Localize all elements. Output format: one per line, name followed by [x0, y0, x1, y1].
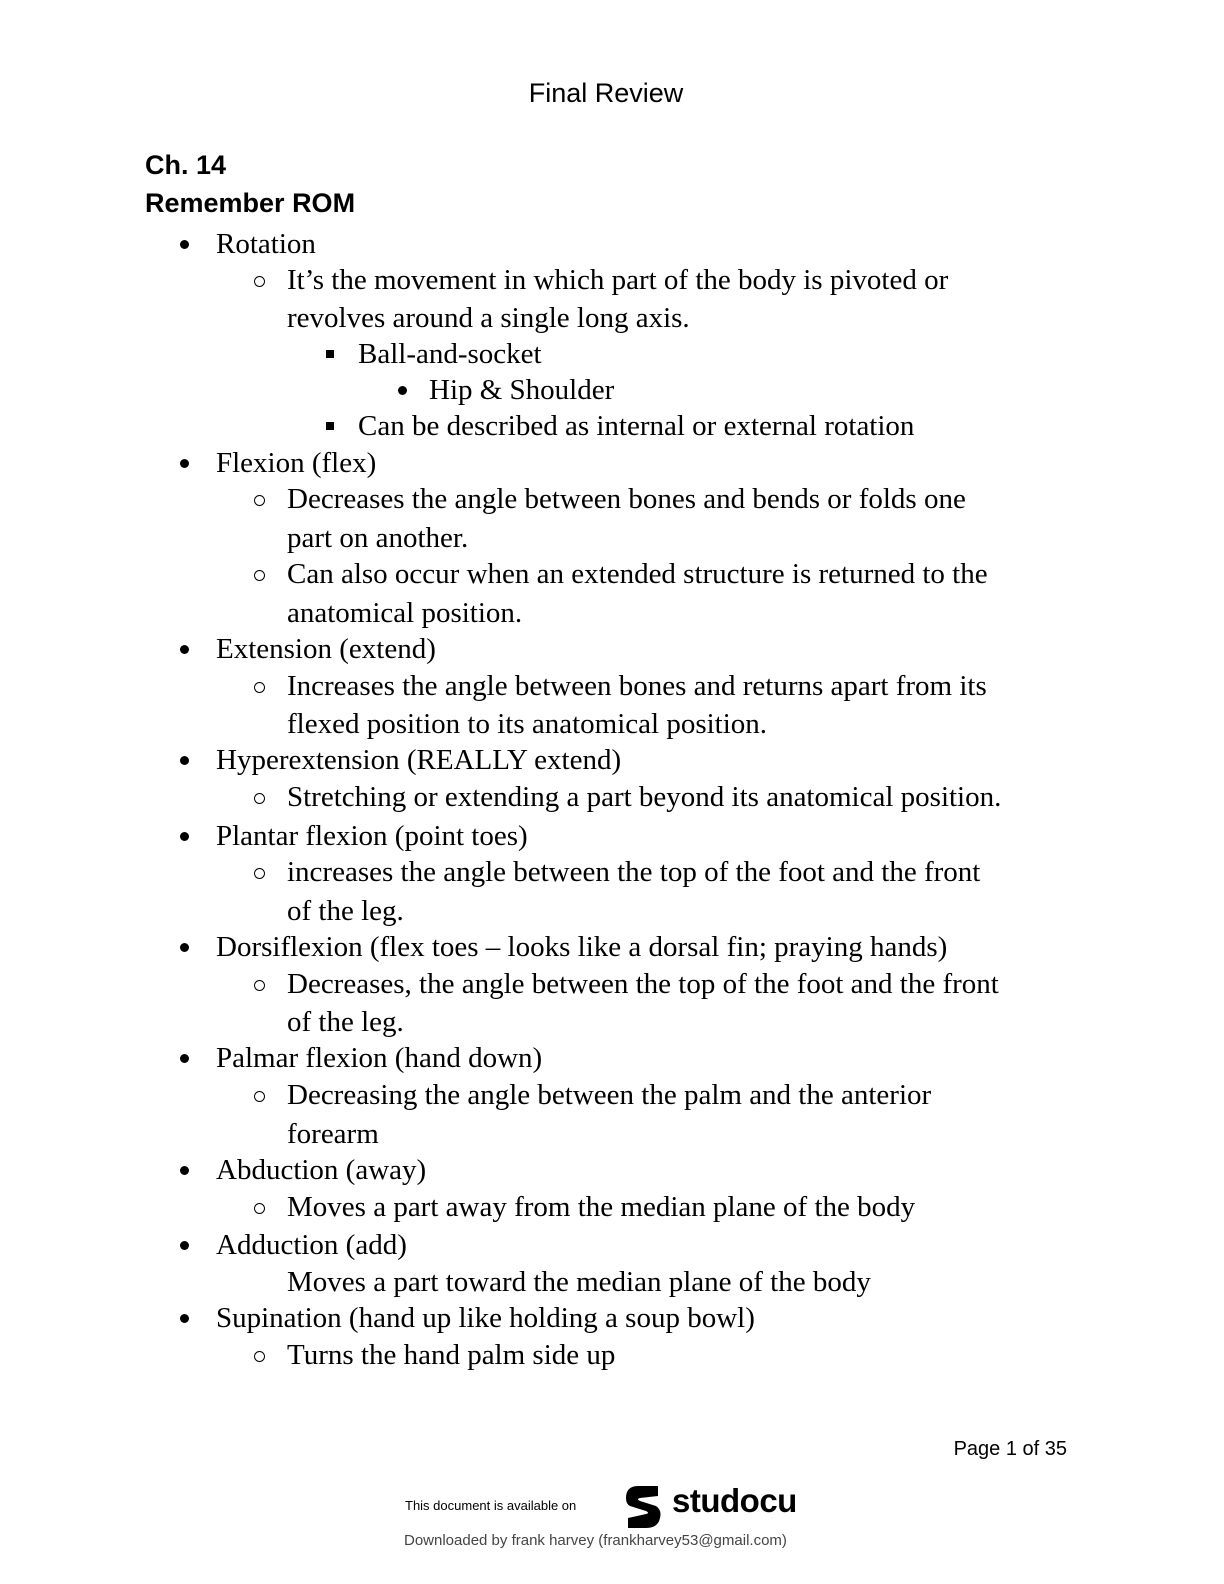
outline-item-level-1: Flexion (flex) [216, 447, 377, 479]
outline-item-level-4: Hip & Shoulder [429, 374, 615, 406]
outline-item-level-2: It’s the movement in which part of the body is pivoted or [287, 264, 949, 296]
section-heading: Remember ROM [145, 188, 356, 218]
outline-item-level-2: anatomical position. [287, 597, 523, 629]
outline-item-level-2: Can also occur when an extended structure is returned to the [287, 558, 988, 590]
bullet-square-icon [326, 422, 334, 430]
outline-item-level-1: Rotation [216, 228, 316, 260]
outline-item-level-2: Moves a part away from the median plane of the body [287, 1191, 916, 1223]
outline-item-level-1: Plantar flexion (point toes) [216, 820, 528, 852]
bullet-dot-icon [180, 832, 189, 841]
bullet-dot-icon [180, 459, 189, 468]
bullet-circle-icon [254, 276, 265, 287]
bullet-circle-icon [254, 980, 265, 991]
outline-item-level-1: Extension (extend) [216, 633, 436, 665]
outline-item-level-2: forearm [287, 1118, 379, 1150]
outline-item-level-2: revolves around a single long axis. [287, 302, 690, 334]
bullet-dot-icon [180, 1241, 189, 1250]
bullet-dot-icon [180, 1054, 189, 1063]
outline-item-level-2: part on another. [287, 522, 469, 554]
outline-item-level-2: flexed position to its anatomical position. [287, 708, 768, 740]
bullet-circle-icon [254, 570, 265, 581]
outline-item-level-1: Adduction (add) [216, 1229, 407, 1261]
bullet-dot-icon [180, 645, 189, 654]
outline-item-level-2: Increases the angle between bones and returns apart from its [287, 670, 987, 702]
outline-item-level-1: Abduction (away) [216, 1154, 427, 1186]
outline-item-level-1: Palmar flexion (hand down) [216, 1042, 543, 1074]
bullet-dot-icon [180, 1166, 189, 1175]
bullet-circle-icon [254, 1203, 265, 1214]
outline-item-level-3: Can be described as internal or external rotation [358, 410, 915, 442]
document-title: Final Review [528, 78, 684, 108]
outline-item-level-1: Supination (hand up like holding a soup bowl) [216, 1302, 755, 1334]
bullet-dot-icon [180, 1314, 189, 1323]
bullet-square-icon [326, 350, 334, 358]
page-number: Page 1 of 35 [953, 1438, 1067, 1460]
bullet-circle-icon [254, 682, 265, 693]
outline-item-level-2: Stretching or extending a part beyond its anatomical position. [287, 781, 1002, 813]
outline-item-level-2: Turns the hand palm side up [287, 1339, 616, 1371]
outline-item-level-1: Dorsiflexion (flex toes – looks like a dorsal fin; praying hands) [216, 931, 948, 963]
outline-item-level-2: Decreases, the angle between the top of the foot and the front [287, 968, 999, 1000]
outline-item-level-2: Moves a part toward the median plane of the body [287, 1266, 871, 1298]
bullet-circle-icon [254, 1351, 265, 1362]
bullet-circle-icon [254, 793, 265, 804]
bullet-dot-icon [398, 386, 407, 395]
studocu-brand[interactable]: studocu [672, 1482, 797, 1519]
outline-item-level-2: increases the angle between the top of the foot and the front [287, 856, 981, 888]
outline-item-level-2: of the leg. [287, 1006, 404, 1038]
outline-item-level-2: Decreases the angle between bones and bends or folds one [287, 483, 966, 515]
chapter-heading: Ch. 14 [145, 150, 227, 180]
available-on-text: This document is available on [405, 1498, 577, 1513]
bullet-circle-icon [254, 495, 265, 506]
outline-item-level-2: of the leg. [287, 895, 404, 927]
bullet-dot-icon [180, 756, 189, 765]
outline-item-level-3: Ball-and-socket [358, 338, 542, 370]
bullet-dot-icon [180, 943, 189, 952]
downloaded-by-text: Downloaded by frank harvey (frankharvey53@gmail.com) [404, 1532, 787, 1549]
bullet-circle-icon [254, 868, 265, 879]
bullet-circle-icon [254, 1091, 265, 1102]
outline-item-level-2: Decreasing the angle between the palm and the anterior [287, 1079, 932, 1111]
outline-item-level-1: Hyperextension (REALLY extend) [216, 744, 622, 776]
bullet-dot-icon [180, 240, 189, 249]
studocu-logo-icon [622, 1484, 664, 1528]
